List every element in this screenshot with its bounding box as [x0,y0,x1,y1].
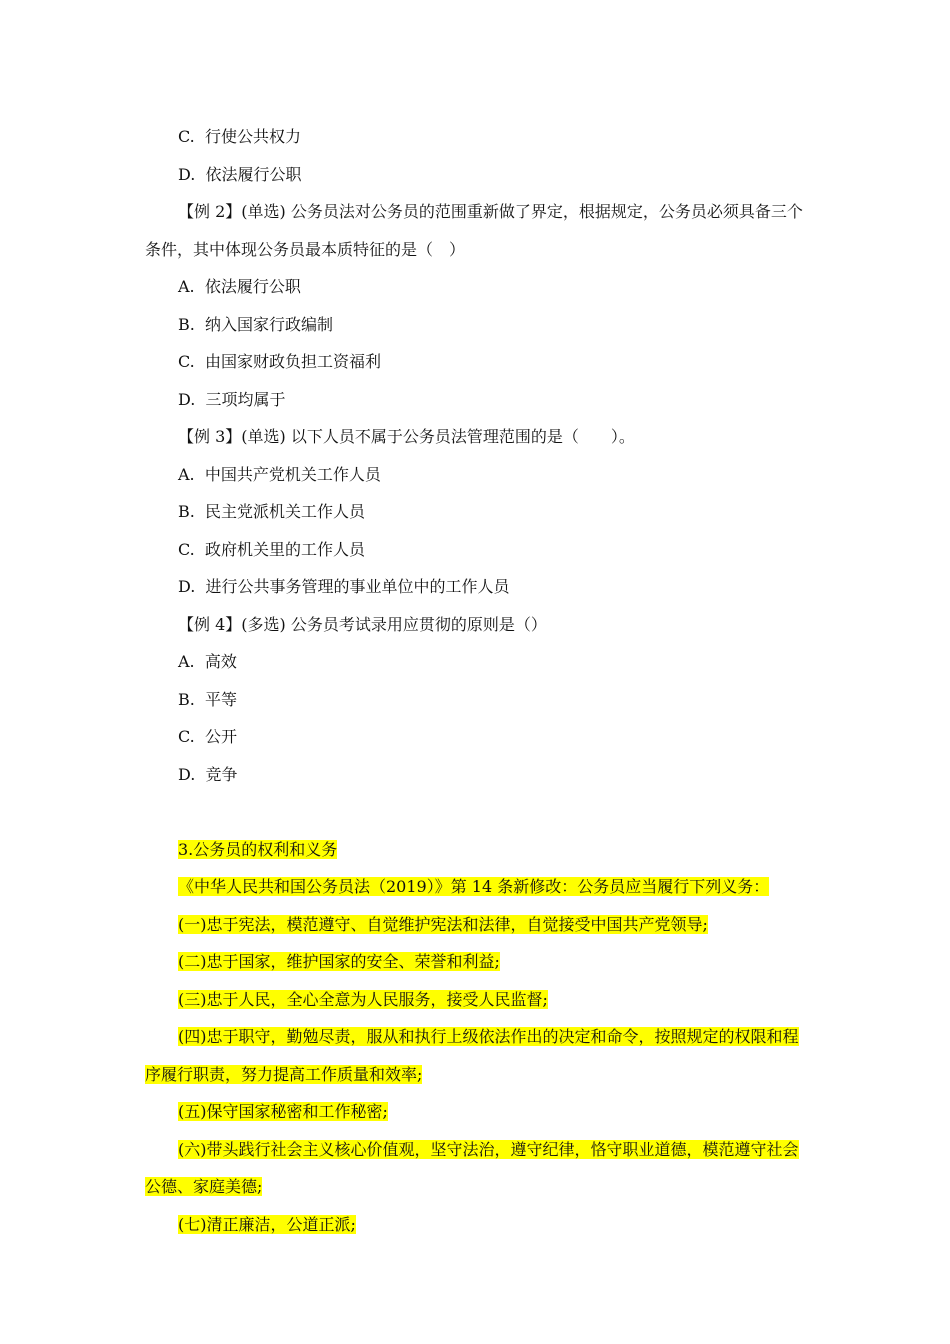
example-4-option-c: C. 公开 [178,727,237,746]
duty-1: (一)忠于宪法，模范遵守、自觉维护宪法和法律，自觉接受中国共产党领导; [178,914,708,934]
example-3-option-b: B. 民主党派机关工作人员 [178,502,366,521]
example-3-option-a: A. 中国共产党机关工作人员 [178,464,381,484]
example-2-question: 【例 2】(单选) 公务员法对公务员的范围重新做了界定，根据规定，公务员必须具备三个条件，其中体现公务员最本质特征的是（ ） [145,202,803,259]
example-3-option-c: C. 政府机关里的工作人员 [178,539,365,559]
section-heading: 3.公务员的权利和义务 [178,839,338,859]
duty-6: (六)带头践行社会主义核心价值观，坚守法治，遵守纪律，恪守职业道德，模范遵守社会公德、家庭美德; [145,1139,799,1196]
duty-4: (四)忠于职守，勤勉尽责，服从和执行上级依法作出的决定和命令，按照规定的权限和程序履行职责，努力提高工作质量和效率; [145,1027,799,1084]
example-2-option-d: D. 三项均属于 [178,389,286,409]
example-2-option-a: A. 依法履行公职 [178,277,301,296]
example-2-option-b: B. 纳入国家行政编制 [178,314,334,334]
example-4-option-d: D. 竞争 [178,764,238,784]
option-d: D. 依法履行公职 [178,164,302,184]
duty-3: (三)忠于人民，全心全意为人民服务，接受人民监督; [178,989,548,1009]
duty-2: (二)忠于国家，维护国家的安全、荣誉和利益; [178,952,500,971]
example-4-option-b: B. 平等 [178,689,238,709]
duty-5: (五)保守国家秘密和工作秘密; [178,1102,388,1121]
duty-7: (七)清正廉洁，公道正派; [178,1214,356,1234]
example-2-option-c: C. 由国家财政负担工资福利 [178,352,381,371]
option-c: C. 行使公共权力 [178,127,301,146]
section-intro: 《中华人民共和国公务员法（2019）》第 14 条新修改：公务员应当履行下列义务： [178,877,770,896]
spacer [145,793,810,831]
example-4-question: 【例 4】(多选) 公务员考试录用应贯彻的原则是（） [178,614,547,634]
example-3-option-d: D. 进行公共事务管理的事业单位中的工作人员 [178,577,510,596]
example-3-question: 【例 3】(单选) 以下人员不属于公务员法管理范围的是（ ）。 [178,427,635,446]
example-4-option-a: A. 高效 [178,652,237,671]
